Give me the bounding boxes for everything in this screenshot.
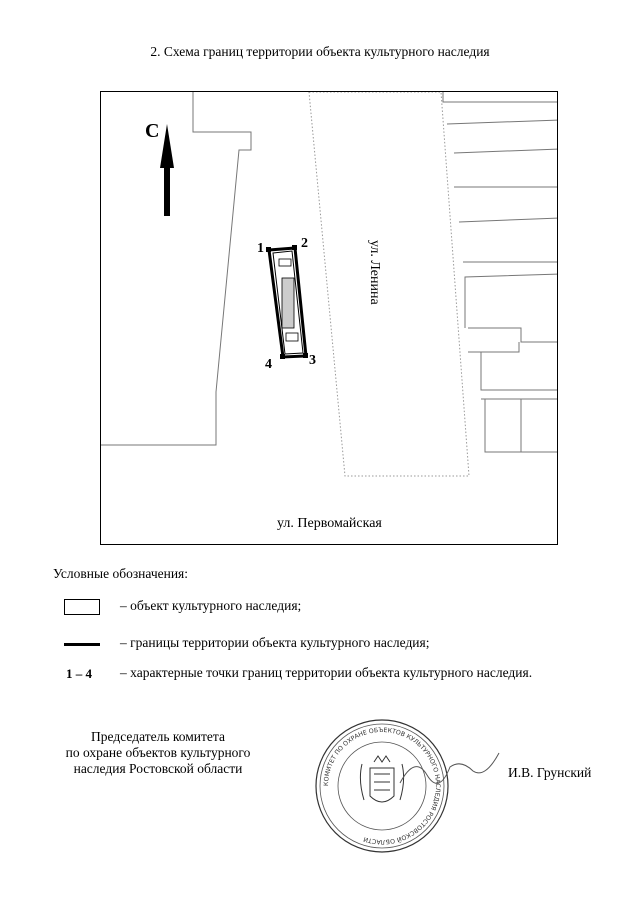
site-map xyxy=(100,91,558,545)
point-2-label: 2 xyxy=(301,236,308,251)
signature-scribble xyxy=(395,745,505,795)
legend-object-box xyxy=(64,599,100,615)
point-4-label: 4 xyxy=(265,357,272,372)
point-2-marker xyxy=(292,245,297,250)
legend-object-text: – объект культурного наследия; xyxy=(120,598,302,613)
seal-text: КОМИТЕТ ПО ОХРАНЕ ОБЪЕКТОВ КУЛЬТУРНОГО НАСЛЕДИЯ РОСТОВСКОЙ ОБЛАСТИ xyxy=(322,726,442,846)
position-line-2: по охране объектов культурного xyxy=(65,745,251,760)
signatory-name: И.В. Грунский xyxy=(508,765,592,780)
left-block-outline xyxy=(101,92,251,445)
legend-points-symbol: 1 – 4 xyxy=(66,666,92,681)
point-3-marker xyxy=(303,353,308,358)
site-map-drawing xyxy=(101,92,558,545)
street-pervomayskaya-label: ул. Первомайская xyxy=(277,516,382,531)
position-line-1: Председатель комитета xyxy=(91,729,225,744)
legend-boundary-text: – границы территории объекта культурного наследия; xyxy=(120,635,430,650)
point-4-marker xyxy=(280,354,285,359)
signatory-position xyxy=(42,729,274,777)
legend-title: Условные обозначения: xyxy=(53,566,189,581)
heritage-object xyxy=(273,251,303,354)
legend-points-text: – характерные точки границ территории объекта культурного наследия. xyxy=(120,665,533,680)
legend-boundary-line xyxy=(64,643,100,646)
point-3-label: 3 xyxy=(309,353,316,368)
point-1-marker xyxy=(266,247,271,252)
street-lenina-label: ул. Ленина xyxy=(367,240,382,305)
north-label: С xyxy=(145,120,160,142)
point-1-label: 1 xyxy=(257,241,264,256)
lenina-street-road xyxy=(309,92,469,476)
right-parcels xyxy=(443,92,558,452)
north-arrow xyxy=(160,124,174,216)
position-line-3: наследия Ростовской области xyxy=(73,761,243,776)
page-title: 2. Схема границ территории объекта культурного наследия xyxy=(150,44,490,59)
